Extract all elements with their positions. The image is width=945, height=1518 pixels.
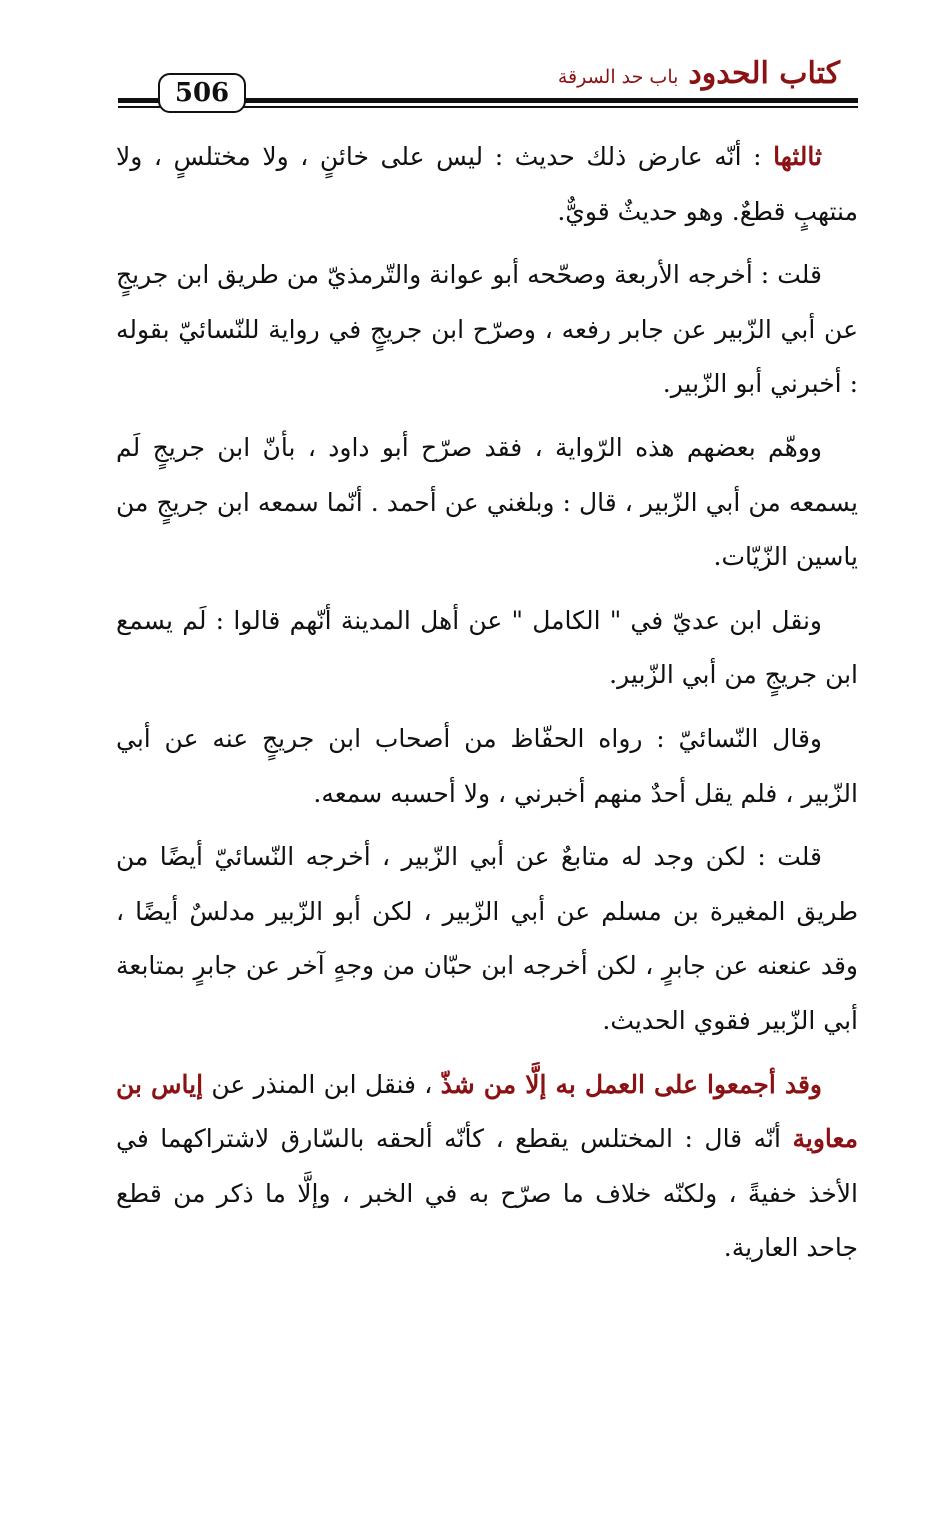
paragraph — [116, 830, 858, 1048]
paragraph-lead: ثالثها — [773, 142, 822, 171]
paragraph-lead: وقد أجمعوا على العمل به إلَّا من شذّ — [440, 1069, 822, 1099]
paragraph — [116, 130, 858, 239]
chapter-title: باب حد السرقة — [557, 66, 679, 88]
paragraph — [116, 594, 858, 703]
paragraph-text: وقال النّسائيّ : رواه الحفّاظ من أصحاب ابن جريجٍ عنه عن أبي الزّبير ، فلم يقل أحدٌ منهم أخبرني ، ولا أحسبه سمعه. — [116, 723, 858, 808]
paragraph — [116, 421, 858, 585]
page-header — [118, 52, 858, 112]
narrator-name: إياس بن معاوية — [116, 1069, 858, 1154]
book-title: كتاب الحدود — [688, 56, 840, 91]
paragraph-text: قلت : أخرجه الأربعة وصحّحه أبو عوانة والتّرمذيّ من طريق ابن جريجٍ عن أبي الزّبير عن جابر رفعه ، وصرّح ابن جريجٍ في رواية للنّسائيّ بقوله : أخبرني أبو الزّبير. — [116, 260, 858, 399]
page-number: 506 — [158, 73, 246, 113]
paragraph-text: ووهّم بعضهم هذه الرّواية ، فقد صرّح أبو داود ، بأنّ ابن جريجٍ لَم يسمعه من أبي الزّبير ، قال : وبلغني عن أحمد . أنّما سمعه ابن جريجٍ من ياسين الزّيّات. — [116, 432, 858, 572]
paragraph-text: قلت : لكن وجد له متابعٌ عن أبي الزّبير ، أخرجه النّسائيّ أيضًا من طريق المغيرة بن مسلم عن أبي الزّبير ، لكن أبو الزّبير مدلسٌ أيضًا ، وقد عنعنه عن جابرٍ ، لكن أخرجه ابن حبّان من وجهٍ آخر عن جابرٍ بمتابعة أبي الزّبير فقوي الحديث. — [116, 842, 858, 1035]
paragraph-text: ونقل ابن عديّ في " الكامل " عن أهل المدينة أنّهم قالوا : لَم يسمع ابن جريجٍ من أبي الزّبير. — [116, 605, 858, 690]
paragraph — [116, 248, 858, 412]
paragraph-text: ، فنقل ابن المنذر عن — [203, 1069, 441, 1099]
paragraph — [116, 1058, 858, 1276]
page-body — [116, 130, 858, 1276]
running-head — [558, 56, 840, 91]
paragraph-text: : أنّه عارض ذلك حديث : ليس على خائنٍ ، ولا مختلسٍ ، ولا منتهبٍ قطعٌ. وهو حديثٌ قويٌّ. — [116, 142, 858, 226]
paragraph — [116, 712, 858, 821]
paragraph-text: أنّه قال : المختلس يقطع ، كأنّه ألحقه بالسّارق لاشتراكهما في الأخذ خفيةً ، ولكنّه خلاف ما صرّح به في الخبر ، وإلَّا ما ذكر من قطع جاحد العارية. — [116, 1124, 858, 1263]
